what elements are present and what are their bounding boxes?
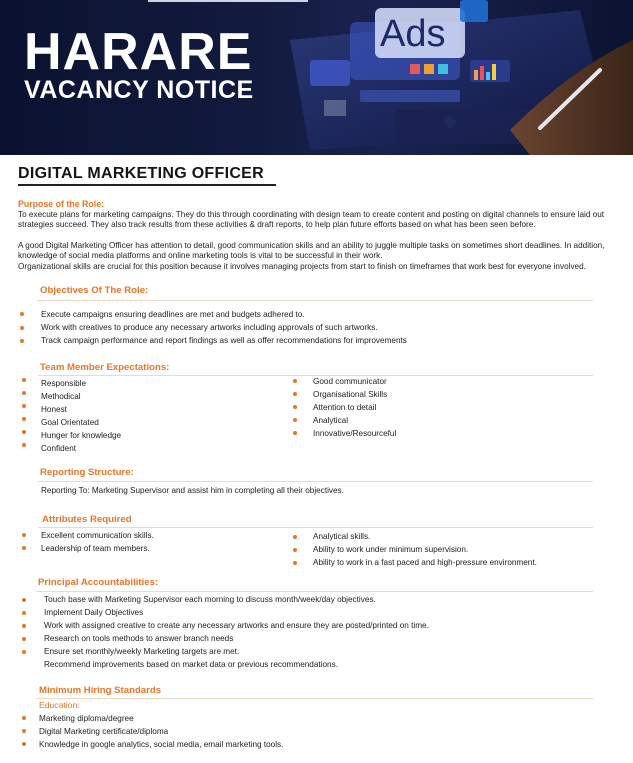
bullet-icon [293,405,297,409]
attributes-heading: Attributes Required [42,514,132,525]
accountability-item: Touch base with Marketing Supervisor each morning to discuss month/week/day objectives. [44,595,376,604]
hiring-heading: Minimum Hiring Standards [39,685,162,696]
attribute-item: Leadership of team members. [41,544,150,553]
bullet-icon [293,418,297,422]
expectation-item: Confident [41,444,77,453]
banner-city-title: HARARE [24,23,253,81]
bullet-icon [22,546,26,550]
expectations-divider [38,375,593,376]
objective-item: Track campaign performance and report findings as well as offer recommendations for improvements [41,336,407,345]
expectation-item: Methodical [41,392,81,401]
bullet-icon [22,533,26,537]
attribute-item: Ability to work under minimum supervision. [313,545,469,554]
bullet-icon [22,637,26,641]
bullet-icon [22,443,26,447]
objectives-divider [38,300,593,301]
reporting-divider [38,481,593,482]
objective-item: Execute campaigns ensuring deadlines are met and budgets adhered to. [41,310,305,319]
expectations-heading: Team Member Expectations: [40,362,170,373]
objectives-heading: Objectives Of The Role: [40,285,149,296]
bullet-icon [20,339,24,343]
bullet-icon [293,561,297,565]
bullet-icon [22,404,26,408]
bullet-icon [22,624,26,628]
job-title: DIGITAL MARKETING OFFICER [18,165,265,182]
education-subheading: Education: [39,700,80,710]
ads-label: Ads [380,13,446,55]
bullet-icon [293,392,297,396]
purpose-paragraph-2: A good Digital Marketing Officer has attention to detail, good communication skills and an ability to juggle multiple tasks on sometimes short deadlines. In addition, knowledge of social media platforms and online marketing tools is vital to be successful in their work. [18,240,605,260]
purpose-heading: Purpose of the Role: [18,199,105,209]
purpose-paragraph-1: To execute plans for marketing campaigns. They do this through coordinating with design team to create content and posting on digital channels to ensure laid out strategies succeed. They also track results from these activities & draft reports, to help plan future efforts based on what has been seen before. [18,209,605,229]
bullet-icon [22,378,26,382]
expectation-item: Responsible [41,379,87,388]
accountabilities-divider [36,591,593,592]
accountability-item: Recommend improvements based on market data or previous recommendations. [44,660,338,669]
purpose-section [18,199,618,272]
reporting-text: Reporting To: Marketing Supervisor and assist him in completing all their objectives. [41,486,344,495]
bullet-icon [22,716,26,720]
expectation-item: Good communicator [313,377,387,386]
header-banner [0,0,633,155]
accountability-item: Work with assigned creative to create any necessary artworks and ensure they are posted/printed on time. [44,621,429,630]
bullet-icon [22,611,26,615]
purpose-paragraph-3: Organizational skills are crucial for this position because it involves managing projects from start to finish on timeframes that work best for everyone involved. [18,261,586,271]
expectation-item: Hunger for knowledge [41,431,122,440]
expectation-item: Honest [41,405,67,414]
bullet-icon [293,431,297,435]
hiring-divider [36,698,593,699]
accountability-item: Ensure set monthly/weekly Marketing targets are met. [44,647,240,656]
bullet-icon [20,312,24,316]
bullet-icon [22,650,26,654]
attributes-divider [38,527,593,528]
expectation-item: Analytical [313,416,349,425]
expectation-item: Organisational Skills [313,390,388,399]
accountability-item: Research on tools methods to answer branch needs [44,634,234,643]
objective-item: Work with creatives to produce any necessary artworks including approvals of such artworks. [41,323,378,332]
bullet-icon [293,535,297,539]
attribute-item: Excellent communication skills. [41,531,154,540]
attribute-item: Analytical skills. [313,532,371,541]
hiring-item: Digital Marketing certificate/diploma [39,727,169,736]
bullet-icon [22,729,26,733]
hiring-item: Marketing diploma/degree [39,714,134,723]
job-title-underline [18,184,276,186]
reporting-heading: Reporting Structure: [40,467,134,478]
bullet-icon [20,326,24,330]
expectation-item: Attention to detail [313,403,377,412]
hiring-item: Knowledge in google analytics, social media, email marketing tools. [39,740,284,749]
accountability-item: Implement Daily Objectives [44,608,144,617]
bullet-icon [22,391,26,395]
bullet-icon [293,548,297,552]
expectation-item: Goal Orientated [41,418,99,427]
expectation-item: Innovative/Resourceful [313,429,397,438]
accountabilities-heading: Principal Accountabilities: [38,577,159,588]
bullet-icon [22,430,26,434]
laptop-ads-illustration [280,0,633,155]
attribute-item: Ability to work in a fast paced and high-pressure environment. [313,558,537,567]
vacancy-content [0,155,633,763]
bullet-icon [22,417,26,421]
bullet-icon [293,379,297,383]
bullet-icon [22,742,26,746]
bullet-icon [22,598,26,602]
banner-subtitle: VACANCY NOTICE [24,76,254,104]
